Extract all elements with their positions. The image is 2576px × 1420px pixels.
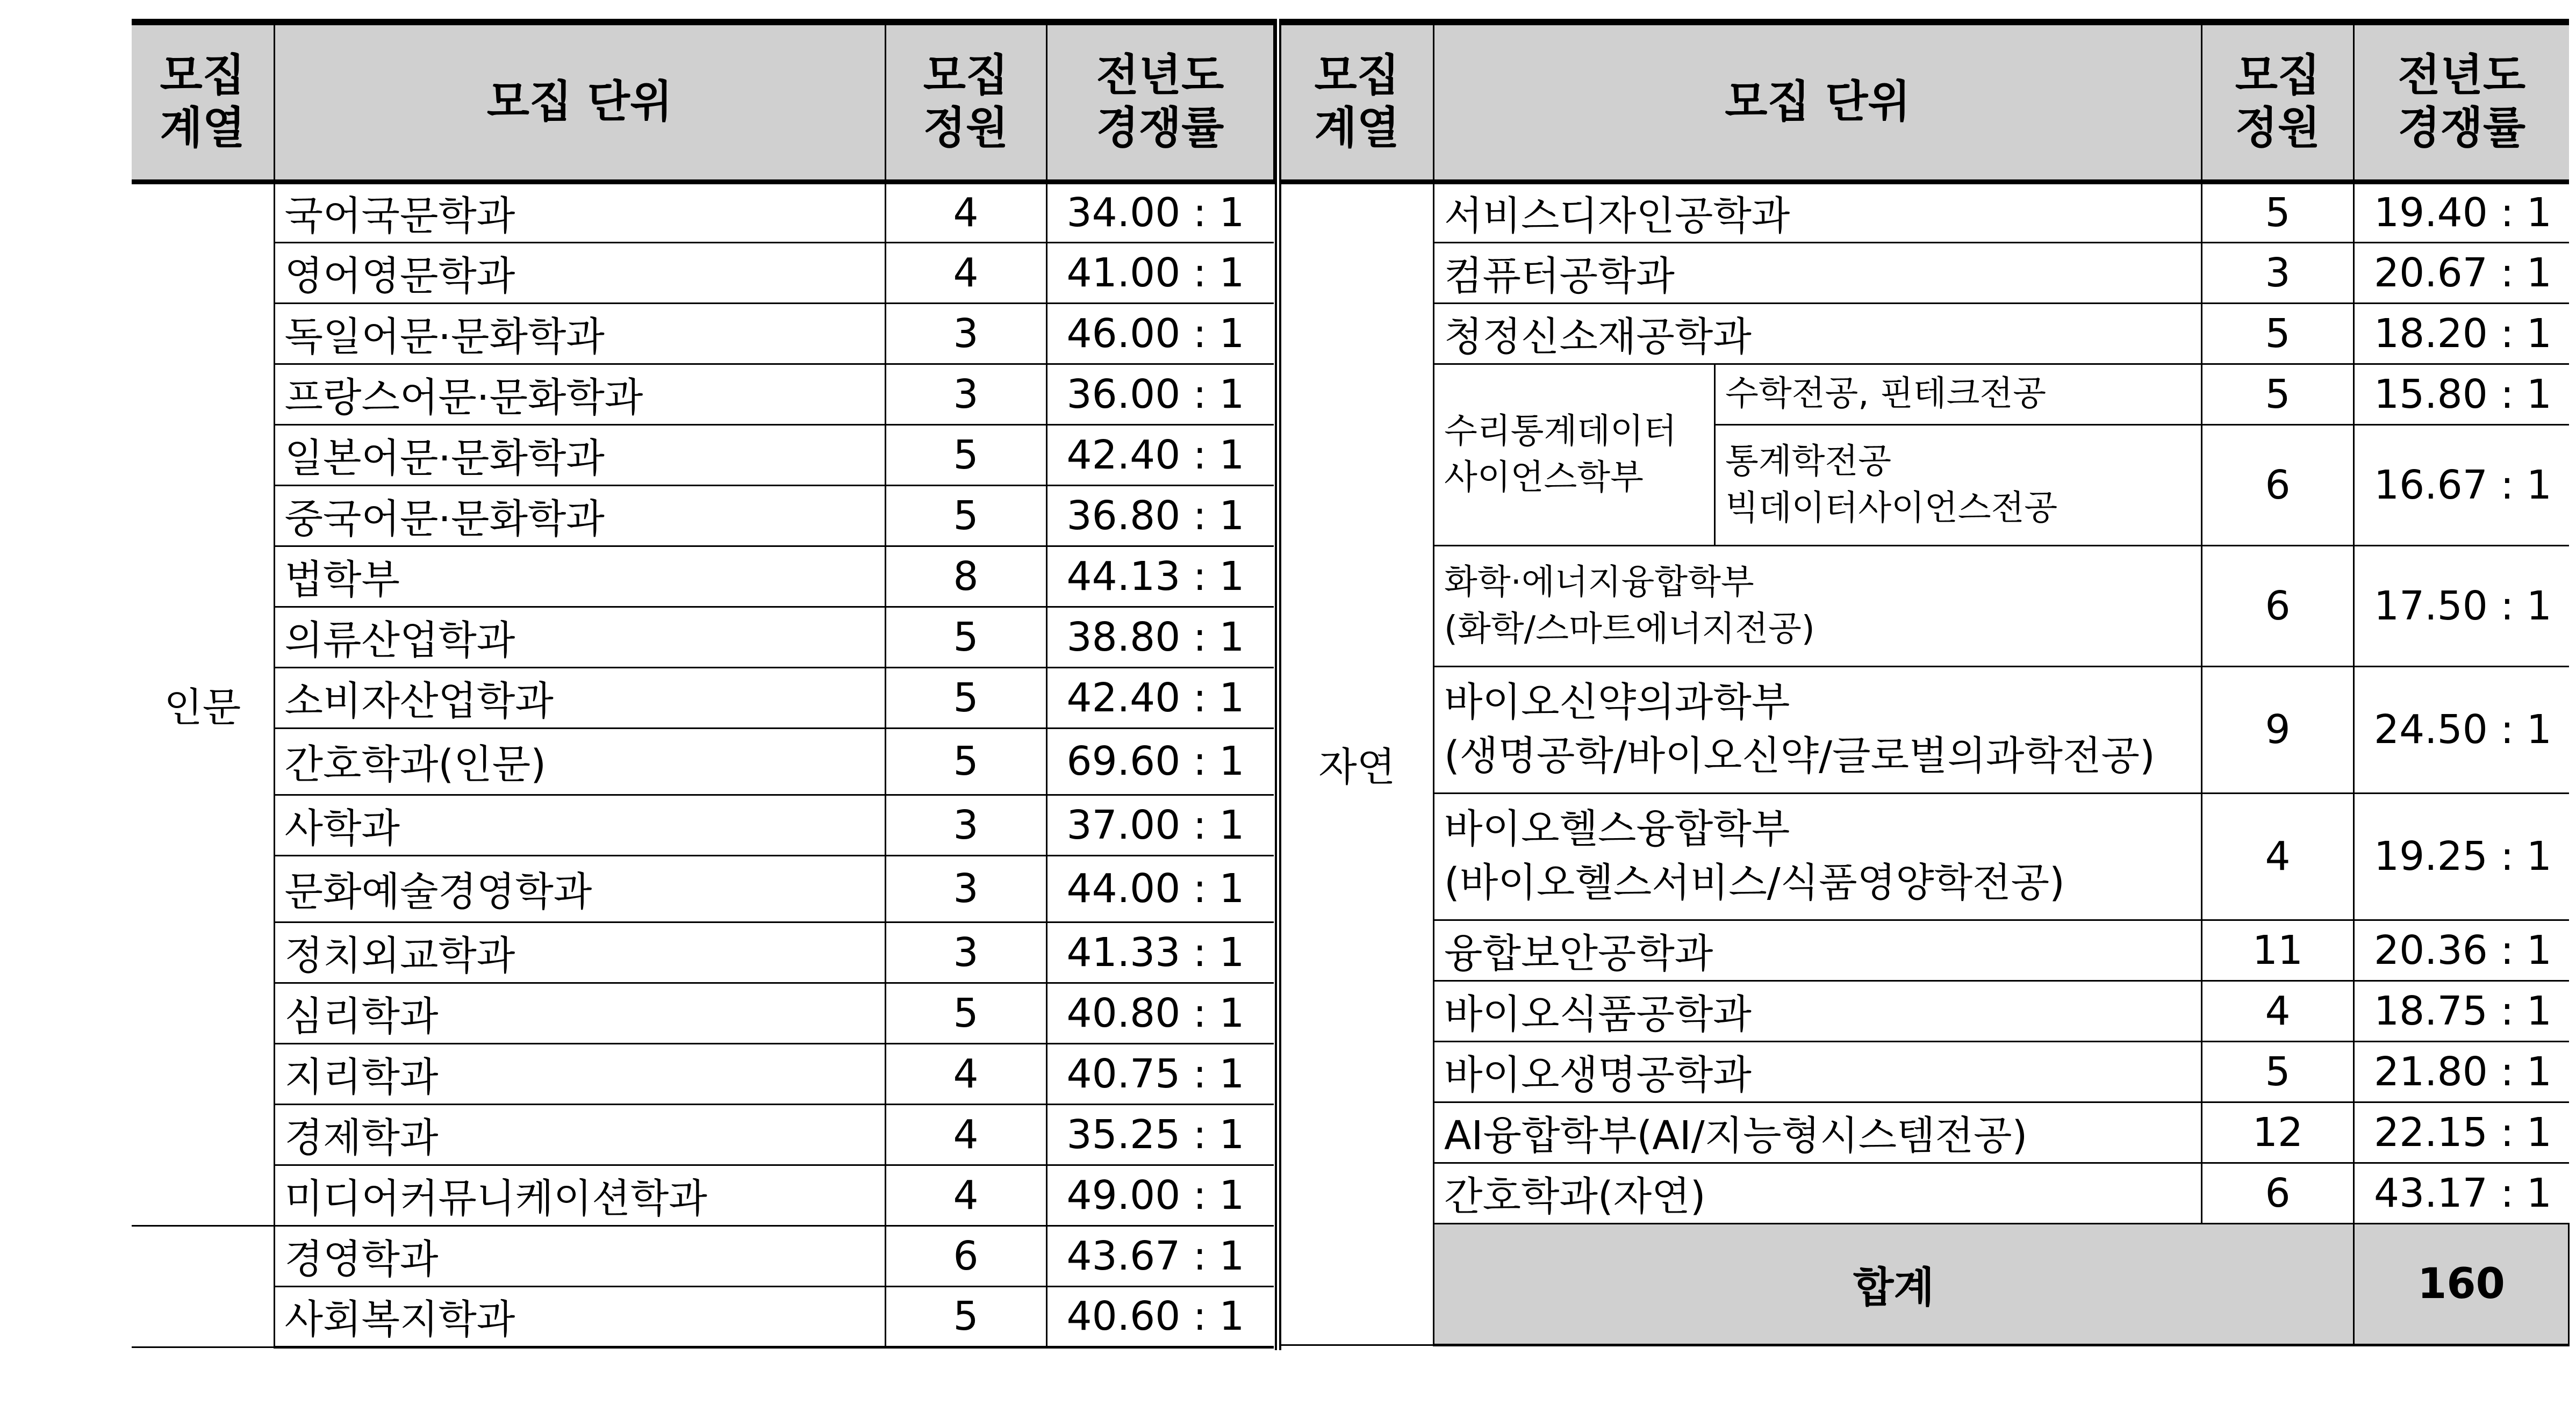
table-row bbox=[132, 1043, 1274, 1104]
unit-cell: 간호학과(자연) bbox=[1434, 1163, 2202, 1223]
empty-category-cell bbox=[132, 1226, 274, 1347]
ratio-cell: 20.67 : 1 bbox=[2354, 242, 2569, 303]
table-row bbox=[1281, 303, 2569, 364]
subunit-cell: 수학전공, 핀테크전공 bbox=[1715, 364, 2202, 424]
unit-cell bbox=[1434, 545, 2202, 666]
table-divider bbox=[1275, 19, 1281, 1350]
unit-cell: AI융합학부(AI/지능형시스템전공) bbox=[1434, 1102, 2202, 1163]
unit-line2: (바이오헬스서비스/식품영양학전공) bbox=[1444, 860, 2065, 906]
quota-cell: 5 bbox=[885, 607, 1046, 667]
unit-cell: 지리학과 bbox=[274, 1043, 885, 1104]
quota-cell: 4 bbox=[885, 1165, 1046, 1226]
ratio-cell: 43.67 : 1 bbox=[1046, 1226, 1274, 1286]
quota-cell: 4 bbox=[2202, 793, 2354, 920]
table-row bbox=[1281, 920, 2569, 981]
table-row bbox=[132, 922, 1274, 983]
ratio-cell: 36.00 : 1 bbox=[1046, 364, 1274, 424]
total-row bbox=[1281, 1223, 2569, 1345]
header-quota: 모집 정원 bbox=[2202, 22, 2354, 182]
group-name-cell bbox=[1434, 364, 1715, 545]
quota-cell: 3 bbox=[2202, 242, 2354, 303]
table-row bbox=[132, 182, 1274, 242]
quota-cell: 5 bbox=[885, 667, 1046, 728]
unit-cell: 융합보안공학과 bbox=[1434, 920, 2202, 981]
table-row bbox=[1281, 793, 2569, 920]
unit-cell: 영어영문학과 bbox=[274, 242, 885, 303]
table-row bbox=[1281, 545, 2569, 666]
table-row bbox=[132, 855, 1274, 922]
unit-cell: 문화예술경영학과 bbox=[274, 855, 885, 922]
ratio-cell: 40.75 : 1 bbox=[1046, 1043, 1274, 1104]
ratio-cell: 41.33 : 1 bbox=[1046, 922, 1274, 983]
unit-line1: 바이오신약의과학부 bbox=[1444, 679, 1790, 726]
ratio-cell: 41.00 : 1 bbox=[1046, 242, 1274, 303]
natural-sciences-body bbox=[1281, 182, 2569, 1345]
ratio-cell: 18.75 : 1 bbox=[2354, 981, 2569, 1041]
header-unit: 모집 단위 bbox=[274, 22, 885, 182]
quota-cell: 6 bbox=[885, 1226, 1046, 1286]
table-row bbox=[1281, 1102, 2569, 1163]
ratio-cell: 42.40 : 1 bbox=[1046, 424, 1274, 485]
unit-line1: 화학·에너지융합학부 bbox=[1444, 563, 1754, 603]
table-row bbox=[132, 546, 1274, 607]
total-quota-cell: 160 bbox=[2354, 1223, 2569, 1345]
table-row bbox=[1281, 1041, 2569, 1102]
table-row bbox=[132, 667, 1274, 728]
table-row bbox=[132, 607, 1274, 667]
unit-cell bbox=[1434, 666, 2202, 793]
ratio-cell: 18.20 : 1 bbox=[2354, 303, 2569, 364]
quota-cell: 5 bbox=[2202, 1041, 2354, 1102]
unit-cell: 바이오생명공학과 bbox=[1434, 1041, 2202, 1102]
ratio-cell: 44.13 : 1 bbox=[1046, 546, 1274, 607]
unit-cell: 경제학과 bbox=[274, 1104, 885, 1165]
ratio-cell: 35.25 : 1 bbox=[1046, 1104, 1274, 1165]
unit-cell: 사회복지학과 bbox=[274, 1286, 885, 1347]
quota-cell: 3 bbox=[885, 922, 1046, 983]
ratio-cell: 22.15 : 1 bbox=[2354, 1102, 2569, 1163]
table-row bbox=[132, 1226, 1274, 1286]
table-row bbox=[1281, 364, 2569, 424]
table-row bbox=[132, 1165, 1274, 1226]
quota-cell: 5 bbox=[885, 983, 1046, 1043]
quota-cell: 5 bbox=[885, 1286, 1046, 1347]
quota-cell: 3 bbox=[885, 303, 1046, 364]
quota-cell: 12 bbox=[2202, 1102, 2354, 1163]
admission-table-container bbox=[132, 19, 2569, 1350]
ratio-cell: 19.25 : 1 bbox=[2354, 793, 2569, 920]
unit-cell: 사학과 bbox=[274, 795, 885, 855]
unit-cell: 독일어문·문화학과 bbox=[274, 303, 885, 364]
unit-cell: 의류산업학과 bbox=[274, 607, 885, 667]
quota-cell: 3 bbox=[885, 795, 1046, 855]
unit-line2: (화학/스마트에너지전공) bbox=[1444, 609, 1815, 649]
table-row bbox=[132, 983, 1274, 1043]
group-name-line1: 수리통계데이터 bbox=[1444, 411, 1677, 451]
table-row bbox=[132, 424, 1274, 485]
table-row bbox=[132, 728, 1274, 795]
quota-cell: 4 bbox=[885, 242, 1046, 303]
ratio-cell: 36.80 : 1 bbox=[1046, 485, 1274, 546]
table-row bbox=[1281, 666, 2569, 793]
unit-cell: 서비스디자인공학과 bbox=[1434, 182, 2202, 242]
table-row bbox=[1281, 1163, 2569, 1223]
unit-line2: (생명공학/바이오신약/글로벌의과학전공) bbox=[1444, 733, 2155, 779]
ratio-cell: 49.00 : 1 bbox=[1046, 1165, 1274, 1226]
ratio-cell: 24.50 : 1 bbox=[2354, 666, 2569, 793]
unit-cell: 일본어문·문화학과 bbox=[274, 424, 885, 485]
quota-cell: 6 bbox=[2202, 545, 2354, 666]
header-category: 모집 계열 bbox=[132, 22, 274, 182]
quota-cell: 5 bbox=[2202, 364, 2354, 424]
ratio-cell: 19.40 : 1 bbox=[2354, 182, 2569, 242]
header-category: 모집 계열 bbox=[1281, 22, 1434, 182]
quota-cell: 5 bbox=[2202, 303, 2354, 364]
category-cell: 자연 bbox=[1281, 182, 1434, 1345]
quota-cell: 4 bbox=[885, 1043, 1046, 1104]
table-row bbox=[1281, 981, 2569, 1041]
humanities-table bbox=[132, 19, 1275, 1349]
quota-cell: 4 bbox=[885, 1104, 1046, 1165]
unit-cell: 컴퓨터공학과 bbox=[1434, 242, 2202, 303]
ratio-cell: 17.50 : 1 bbox=[2354, 545, 2569, 666]
quota-cell: 11 bbox=[2202, 920, 2354, 981]
unit-cell bbox=[1434, 793, 2202, 920]
ratio-cell: 37.00 : 1 bbox=[1046, 795, 1274, 855]
table-row bbox=[132, 795, 1274, 855]
ratio-cell: 44.00 : 1 bbox=[1046, 855, 1274, 922]
header-row bbox=[1281, 22, 2569, 182]
unit-cell: 미디어커뮤니케이션학과 bbox=[274, 1165, 885, 1226]
table-row bbox=[132, 1104, 1274, 1165]
quota-cell: 5 bbox=[885, 485, 1046, 546]
total-label-cell: 합계 bbox=[1434, 1223, 2354, 1345]
ratio-cell: 38.80 : 1 bbox=[1046, 607, 1274, 667]
natural-sciences-table bbox=[1281, 19, 2569, 1346]
unit-cell: 경영학과 bbox=[274, 1226, 885, 1286]
subunit-line2: 빅데이터사이언스전공 bbox=[1725, 488, 2058, 528]
header-ratio: 전년도 경쟁률 bbox=[1046, 22, 1274, 182]
humanities-body bbox=[132, 182, 1274, 1347]
unit-cell: 소비자산업학과 bbox=[274, 667, 885, 728]
ratio-cell: 42.40 : 1 bbox=[1046, 667, 1274, 728]
quota-cell: 5 bbox=[2202, 182, 2354, 242]
unit-cell: 중국어문·문화학과 bbox=[274, 485, 885, 546]
quota-cell: 6 bbox=[2202, 1163, 2354, 1223]
table-row bbox=[132, 364, 1274, 424]
unit-cell: 정치외교학과 bbox=[274, 922, 885, 983]
quota-cell: 4 bbox=[885, 182, 1046, 242]
header-unit: 모집 단위 bbox=[1434, 22, 2202, 182]
quota-cell: 9 bbox=[2202, 666, 2354, 793]
header-row bbox=[132, 22, 1274, 182]
unit-cell: 법학부 bbox=[274, 546, 885, 607]
quota-cell: 8 bbox=[885, 546, 1046, 607]
unit-cell: 바이오식품공학과 bbox=[1434, 981, 2202, 1041]
table-row bbox=[132, 485, 1274, 546]
unit-cell: 심리학과 bbox=[274, 983, 885, 1043]
ratio-cell: 21.80 : 1 bbox=[2354, 1041, 2569, 1102]
unit-cell: 청정신소재공학과 bbox=[1434, 303, 2202, 364]
ratio-cell: 43.17 : 1 bbox=[2354, 1163, 2569, 1223]
ratio-cell: 40.60 : 1 bbox=[1046, 1286, 1274, 1347]
header-quota: 모집 정원 bbox=[885, 22, 1046, 182]
subunit-cell bbox=[1715, 424, 2202, 545]
unit-cell: 프랑스어문·문화학과 bbox=[274, 364, 885, 424]
quota-cell: 5 bbox=[885, 728, 1046, 795]
quota-cell: 3 bbox=[885, 364, 1046, 424]
ratio-cell: 69.60 : 1 bbox=[1046, 728, 1274, 795]
group-name-line2: 사이언스학부 bbox=[1444, 458, 1644, 498]
quota-cell: 6 bbox=[2202, 424, 2354, 545]
ratio-cell: 20.36 : 1 bbox=[2354, 920, 2569, 981]
quota-cell: 3 bbox=[885, 855, 1046, 922]
ratio-cell: 34.00 : 1 bbox=[1046, 182, 1274, 242]
table-row bbox=[132, 242, 1274, 303]
header-ratio: 전년도 경쟁률 bbox=[2354, 22, 2569, 182]
subunit-line1: 통계학전공 bbox=[1725, 442, 1892, 482]
category-cell: 인문 bbox=[132, 182, 274, 1226]
unit-cell: 간호학과(인문) bbox=[274, 728, 885, 795]
ratio-cell: 16.67 : 1 bbox=[2354, 424, 2569, 545]
quota-cell: 5 bbox=[885, 424, 1046, 485]
table-row bbox=[1281, 242, 2569, 303]
quota-cell: 4 bbox=[2202, 981, 2354, 1041]
table-row bbox=[132, 303, 1274, 364]
unit-cell: 국어국문학과 bbox=[274, 182, 885, 242]
table-row bbox=[1281, 182, 2569, 242]
unit-line1: 바이오헬스융합학부 bbox=[1444, 806, 1790, 853]
table-row bbox=[132, 1286, 1274, 1347]
ratio-cell: 46.00 : 1 bbox=[1046, 303, 1274, 364]
ratio-cell: 15.80 : 1 bbox=[2354, 364, 2569, 424]
ratio-cell: 40.80 : 1 bbox=[1046, 983, 1274, 1043]
